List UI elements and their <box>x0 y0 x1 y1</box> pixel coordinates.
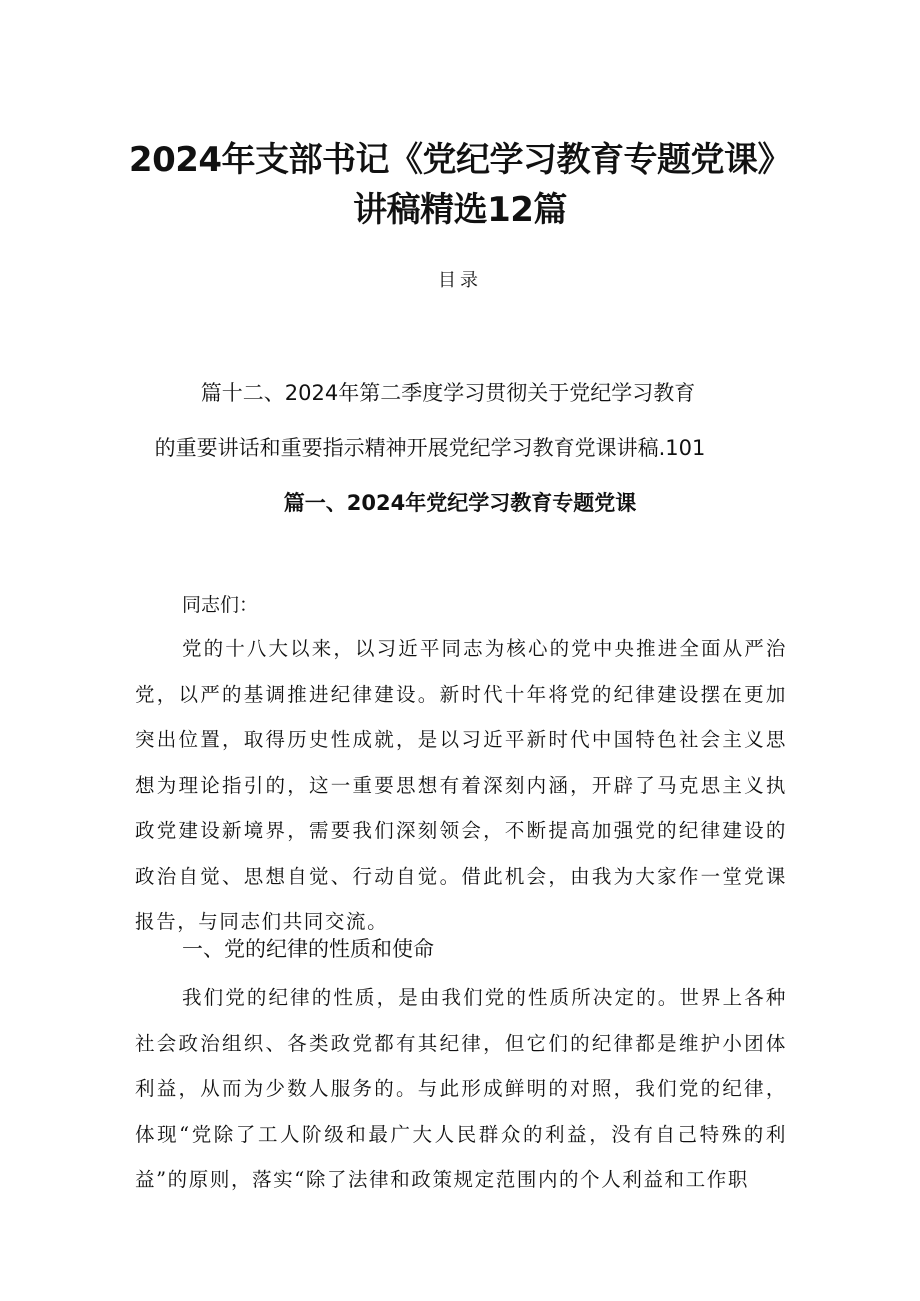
document-title-line-2: 讲稿精选12篇 <box>353 190 567 230</box>
section-title: 篇一、2024年党纪学习教育专题党课 <box>283 491 637 515</box>
greeting: 同志们： <box>182 594 259 616</box>
document-title-line-1: 2024年支部书记《党纪学习教育专题党课》 <box>128 140 792 180</box>
body-paragraph-1: 党的十八大以来，以习近平同志为核心的党中央推进全面从严治党，以严的基调推进纪律建设。新时代十年将党的纪律建设摆在更加突出位置，取得历史性成就，是以习近平新时代中国特色社会主义思想为理论指引的，这一重要思想有着深刻内涵，开辟了马克思主义执政党建设新境界，需要我们深刻领会，不断提高加强党的纪律建设的政治自觉、思想自觉、行动自觉。借此机会，由我为大家作一堂党课报告，与同志们共同交流。 <box>135 637 787 933</box>
subheading-1: 一、党的纪律的性质和使命 <box>182 937 434 961</box>
body-paragraph-2: 我们党的纪律的性质，是由我们党的性质所决定的。世界上各种社会政治组织、各类政党都有其纪律，但它们的纪律都是维护小团体利益，从而为少数人服务的。与此形成鲜明的对照，我们党的纪律，体现“党除了工人阶级和最广大人民群众的利益，没有自己特殊的利益”的原则，落实“除了法律和政策规定范围内的个人利益和工作职 <box>135 986 787 1191</box>
toc-entry-line-2[interactable]: 的重要讲话和重要指示精神开展党纪学习教育党课讲稿.101 <box>154 436 706 460</box>
toc-heading: 目录 <box>438 270 482 291</box>
toc-entry-line-1[interactable]: 篇十二、2024年第二季度学习贯彻关于党纪学习教育 <box>200 381 696 405</box>
